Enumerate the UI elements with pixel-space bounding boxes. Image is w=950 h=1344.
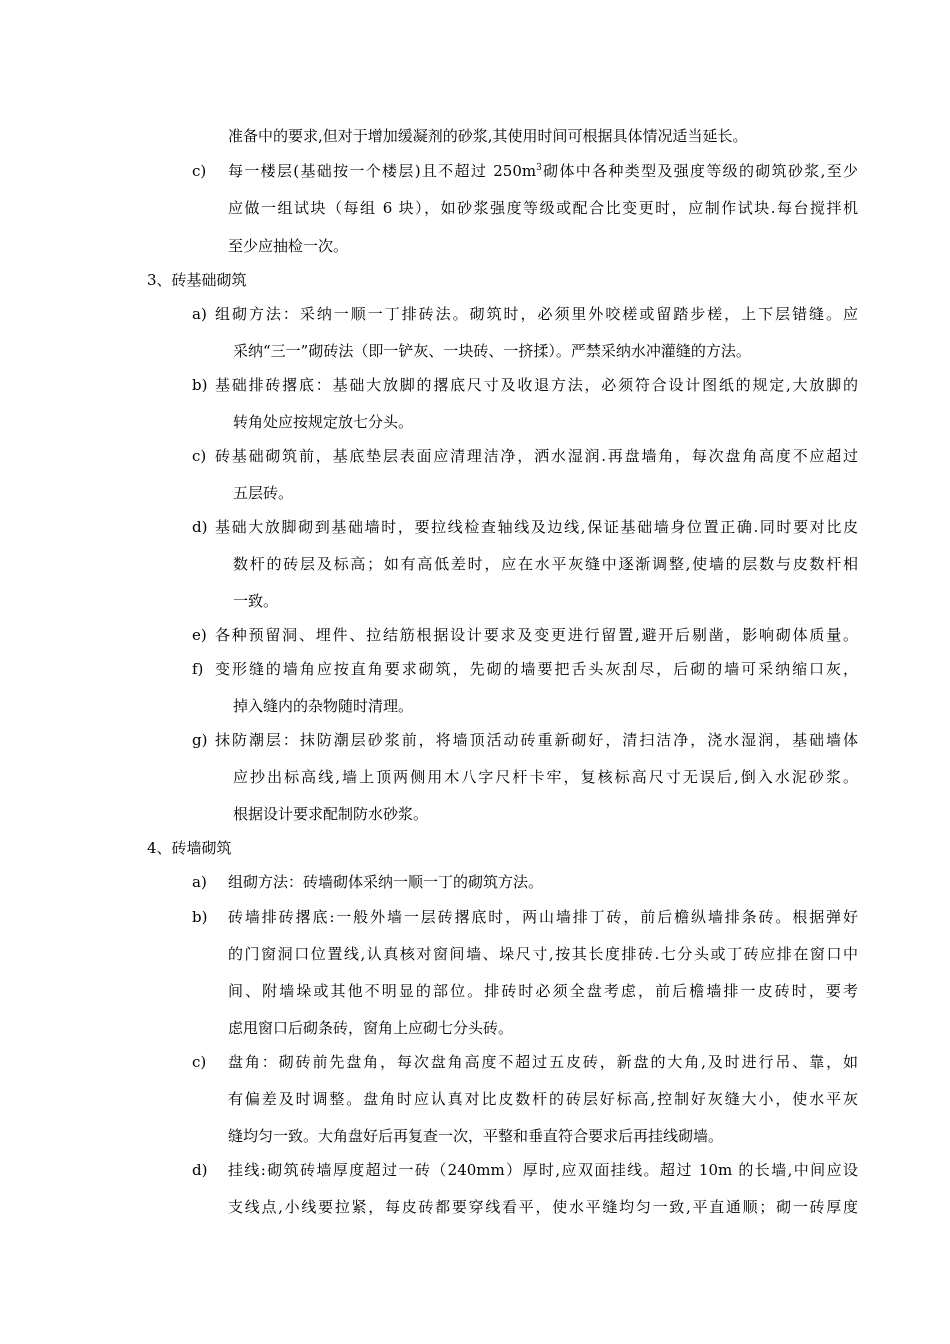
s3-item-d-line-1: 基础大放脚砌到基础墙时，要拉线检查轴线及边线,保证基础墙身位置正确.同时要对比皮: [215, 518, 858, 536]
s4-item-b-line-4: 虑甩窗口后砌条砖，窗角上应砌七分头砖。: [228, 1019, 514, 1037]
s4-item-b-label: b): [192, 908, 208, 926]
intro-item-c-line-2: 应做一组试块（每组 6 块），如砂浆强度等级或配合比变更时，应制作试块.每台搅拌机: [228, 199, 858, 217]
s3-item-e-line-1: 各种预留洞、埋件、拉结筋根据设计要求及变更进行留置,避开后剔凿，影响砌体质量。: [215, 626, 858, 644]
s3-item-f-line-1: 变形缝的墙角应按直角要求砌筑，先砌的墙要把舌头灰刮尽，后砌的墙可采纳缩口灰，: [215, 660, 858, 678]
superscript-3: 3: [536, 163, 542, 173]
s3-item-d-line-3: 一致。: [233, 592, 279, 610]
s4-item-b-line-2: 的门窗洞口位置线,认真核对窗间墙、垛尺寸,按其长度排砖.七分头或丁砖应排在窗口中: [228, 945, 858, 963]
s4-item-b-line-3: 间、附墙垛或其他不明显的部位。排砖时必须全盘考虑，前后檐墙排一皮砖时，要考: [228, 982, 858, 1000]
s4-item-d-line-1: 挂线:砌筑砖墙厚度超过一砖（240mm）厚时,应双面挂线。超过 10m 的长墙,中间应设: [228, 1161, 858, 1179]
s3-item-f-line-2: 掉入缝内的杂物随时清理。: [233, 697, 414, 715]
s3-item-a-label: a): [192, 305, 207, 323]
s3-item-b-line-2: 转角处应按规定放七分头。: [233, 413, 414, 431]
s3-item-b-label: b): [192, 376, 208, 394]
intro-item-c-text-a: 每一楼层(基础按一个楼层)且不超过 250m: [228, 162, 537, 180]
s3-item-d-label: d): [192, 518, 208, 536]
intro-item-c-line-1: [228, 161, 858, 181]
s4-item-b-line-1: 砖墙排砖撂底:一般外墙一层砖撂底时，两山墙排丁砖，前后檐纵墙排条砖。根据弹好: [228, 908, 858, 926]
s4-item-c-label: c): [192, 1053, 207, 1071]
s4-item-d-line-2: 支线点,小线要拉紧，每皮砖都要穿线看平，使水平缝均匀一致,平直通顺；砌一砖厚度: [228, 1198, 858, 1216]
intro-continuation-line: 准备中的要求,但对于增加缓凝剂的砂浆,其使用时间可根据具体情况适当延长。: [228, 127, 748, 145]
s3-item-e-label: e): [192, 626, 207, 644]
s3-item-c-line-2: 五层砖。: [233, 484, 294, 502]
s3-item-a-line-1: 组砌方法：采纳一顺一丁排砖法。砌筑时，必须里外咬槎或留踏步槎，上下层错缝。应: [215, 305, 858, 323]
s3-item-d-line-2: 数杆的砖层及标高；如有高低差时，应在水平灰缝中逐渐调整,使墙的层数与皮数杆相: [233, 555, 858, 573]
s4-item-c-line-2: 有偏差及时调整。盘角时应认真对比皮数杆的砖层好标高,控制好灰缝大小，使水平灰: [228, 1090, 858, 1108]
s3-item-g-line-2: 应抄出标高线,墙上顶两侧用木八字尺杆卡牢，复核标高尺寸无误后,倒入水泥砂浆。: [233, 768, 858, 786]
s3-item-c-label: c): [192, 447, 207, 465]
s3-item-g-line-3: 根据设计要求配制防水砂浆。: [233, 805, 429, 823]
s3-item-g-label: g): [192, 731, 208, 749]
s4-item-d-label: d): [192, 1161, 208, 1179]
s3-item-f-label: f): [192, 660, 204, 678]
intro-item-c-text-b: 砌体中各种类型及强度等级的砌筑砂浆,至少: [541, 162, 858, 180]
s4-item-a-line-1: 组砌方法：砖墙砌体采纳一顺一丁的砌筑方法。: [228, 873, 544, 891]
intro-item-c-line-3: 至少应抽检一次。: [228, 237, 349, 255]
s3-item-a-line-2: 采纳“三一”砌砖法（即一铲灰、一块砖、一挤揉）。严禁采纳水冲灌缝的方法。: [233, 342, 751, 360]
s3-item-b-line-1: 基础排砖撂底：基础大放脚的撂底尺寸及收退方法，必须符合设计图纸的规定,大放脚的: [215, 376, 858, 394]
intro-item-c-label: c): [192, 162, 207, 180]
s3-item-g-line-1: 抹防潮层：抹防潮层砂浆前，将墙顶活动砖重新砌好，清扫洁净，浇水湿润，基础墙体: [215, 731, 858, 749]
s4-item-c-line-1: 盘角：砌砖前先盘角，每次盘角高度不超过五皮砖，新盘的大角,及时进行吊、靠，如: [228, 1053, 858, 1071]
s3-item-c-line-1: 砖基础砌筑前，基底垫层表面应清理洁净，洒水湿润.再盘墙角，每次盘角高度不应超过: [215, 447, 858, 465]
s4-item-c-line-3: 缝均匀一致。大角盘好后再复查一次，平整和垂直符合要求后再挂线砌墙。: [228, 1127, 724, 1145]
section-3-heading: 3、砖基础砌筑: [147, 271, 247, 289]
s4-item-a-label: a): [192, 873, 207, 891]
section-4-heading: 4、砖墙砌筑: [147, 839, 232, 857]
